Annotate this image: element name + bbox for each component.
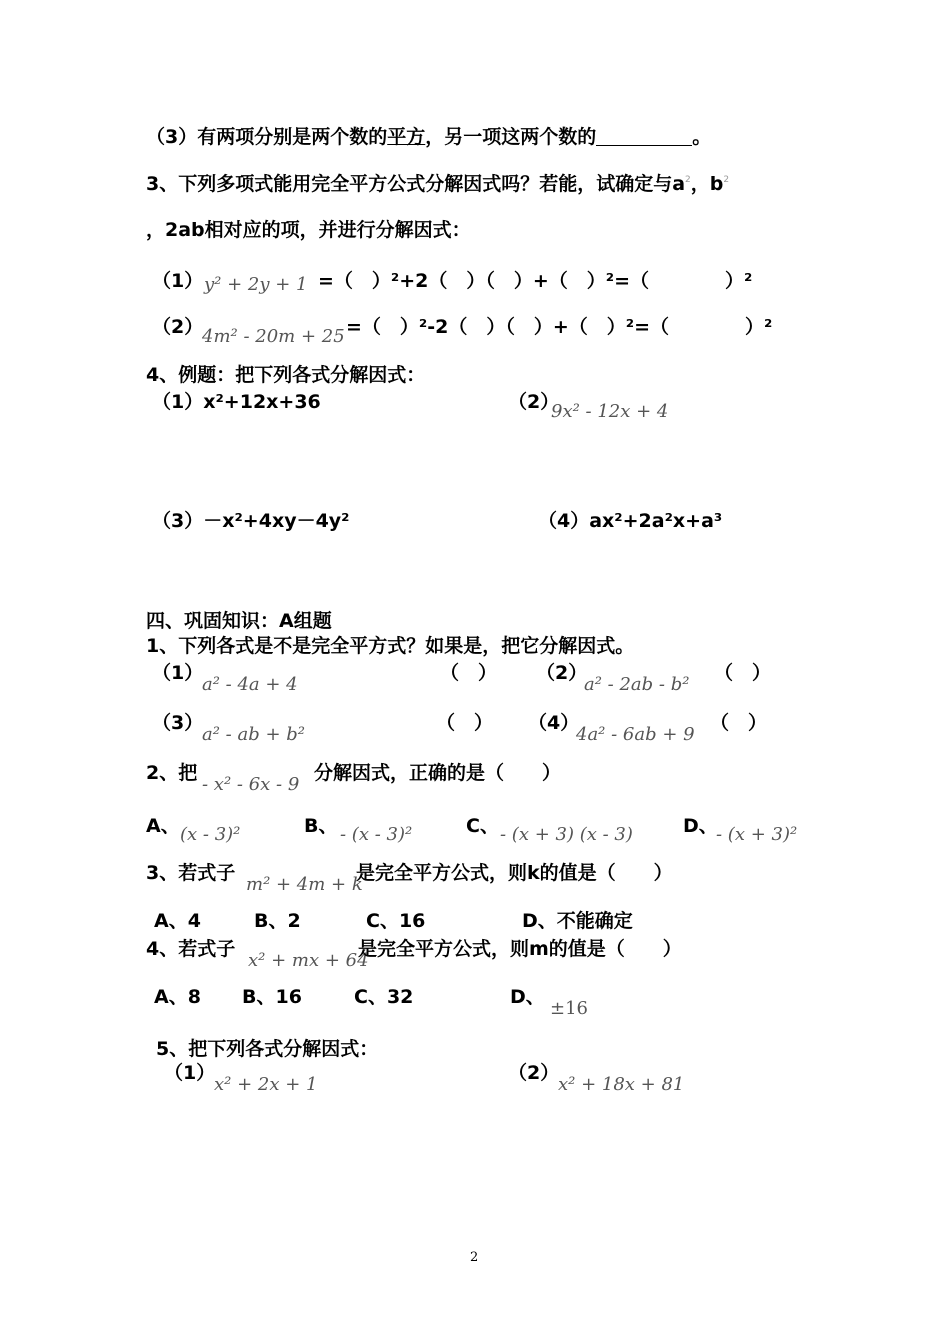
s4-q1-item3-expr: a² - ab + b² (202, 724, 305, 745)
s4-q2-opt-d-label[interactable]: D、 (683, 815, 718, 837)
s4-q4-opt-d-expr: ±16 (550, 998, 588, 1019)
q2-3-rest: ，另一项这两个数的 (425, 126, 597, 148)
q4-example-1: （1）x²+12x+36 (152, 391, 321, 413)
s4-q2-opt-c-expr: - (x + 3) (x - 3) (500, 824, 633, 845)
s4-q1-item3-paren[interactable]: （ ） (436, 712, 494, 734)
q4-example-2-expr: 9x² - 12x + 4 (551, 401, 669, 422)
s4-q1-item2-paren[interactable]: （ ） (714, 662, 772, 684)
s4-q4-pre: 4、若式子 (146, 938, 236, 960)
section4-title: 四、巩固知识：A组题 (146, 610, 332, 632)
s4-q3-opt-a[interactable]: A、4 (154, 910, 201, 932)
s4-q4-opt-d[interactable]: D、 (510, 986, 545, 1008)
s4-q1-item3-num: （3） (152, 712, 204, 734)
q4-example-2-num: （2） (508, 391, 560, 413)
s4-q2-opt-a-label[interactable]: A、 (146, 815, 180, 837)
s4-q3-post: 是完全平方公式，则k的值是（ ） (356, 862, 673, 884)
s4-q3-opt-d[interactable]: D、不能确定 (522, 910, 633, 932)
q2-3-line (146, 127, 711, 147)
s4-q2-post: 分解因式，正确的是（ ） (314, 762, 562, 784)
s4-q5-item2-num: （2） (508, 1062, 560, 1084)
q3-item2-expr: 4m² - 20m + 25 (202, 326, 345, 347)
s4-q2-opt-b-label[interactable]: B、 (304, 815, 338, 837)
q3-item2-fill: =（ ）²-2（ ）（ ）+（ ）²=（ ）² (346, 316, 773, 338)
q2-3-underlined: 平方 (387, 126, 426, 148)
s4-q1-item1-expr: a² - 4a + 4 (202, 674, 298, 695)
q3-b: ，b (690, 173, 724, 195)
s4-q5-title: 5、把下列各式分解因式： (156, 1038, 379, 1060)
s4-q1-item4-expr: 4a² - 6ab + 9 (576, 724, 695, 745)
s4-q1-item2-expr: a² - 2ab - b² (584, 674, 690, 695)
s4-q4-expr: x² + mx + 64 (248, 950, 369, 971)
s4-q1-item1-paren[interactable]: （ ） (440, 662, 498, 684)
s4-q1-item1-num: （1） (152, 662, 204, 684)
s4-q4-opt-b[interactable]: B、16 (242, 986, 302, 1008)
q2-3-label: （3）有两项分别是两个数的 (146, 126, 388, 148)
s4-q2-opt-d-expr: - (x + 3)² (716, 824, 798, 845)
s4-q4-opt-c[interactable]: C、32 (354, 986, 414, 1008)
q3-intro-line1: 3、下列多项式能用完全平方公式分解因式吗？若能，试确定与$a^2$，$b^2$ (146, 173, 730, 195)
q3-intro1: 3、下列多项式能用完全平方公式分解因式吗？若能，试确定与a (146, 173, 686, 195)
page-number: 2 (470, 1250, 479, 1265)
q3-intro-line2: ，2ab相对应的项，并进行分解因式： (146, 219, 471, 241)
s4-q3-opt-c[interactable]: C、16 (366, 910, 426, 932)
s4-q4-opt-a[interactable]: A、8 (154, 986, 201, 1008)
s4-q2-pre: 2、把 (146, 762, 198, 784)
q4-example-4: （4）ax²+2a²x+a³ (538, 510, 723, 532)
s4-q5-item2-expr: x² + 18x + 81 (558, 1074, 685, 1095)
answer-blank[interactable] (596, 127, 692, 146)
q3-item1-fill: =（ ）²+2（ ）（ ）+（ ）²=（ ）² (318, 270, 753, 292)
s4-q1-item4-paren[interactable]: （ ） (710, 712, 768, 734)
q3-item1-num: （1） (152, 270, 204, 292)
s4-q5-item1-num: （1） (164, 1062, 216, 1084)
s4-q2-expr: - x² - 6x - 9 (202, 774, 300, 795)
s4-q1-item4-num: （4） (528, 712, 580, 734)
q3-item2-num: （2） (152, 316, 204, 338)
s4-q2-opt-b-expr: - (x - 3)² (340, 824, 413, 845)
s4-q4-post: 是完全平方公式，则m的值是（ ） (358, 938, 682, 960)
s4-q1-item2-num: （2） (536, 662, 588, 684)
s4-q5-item1-expr: x² + 2x + 1 (214, 1074, 318, 1095)
q2-3-end: 。 (692, 126, 712, 148)
q4-example-3: （3）－x²+4xy－4y² (152, 510, 350, 532)
section4-q1-title: 1、下列各式是不是完全平方式？如果是，把它分解因式。 (146, 635, 635, 657)
q3-item1-expr: y² + 2y + 1 (204, 274, 308, 295)
s4-q2-opt-a-expr: (x - 3)² (180, 824, 241, 845)
s4-q3-pre: 3、若式子 (146, 862, 236, 884)
q4-title: 4、例题：把下列各式分解因式： (146, 364, 426, 386)
s4-q3-expr: m² + 4m + k (246, 874, 363, 895)
s4-q3-opt-b[interactable]: B、2 (254, 910, 301, 932)
s4-q2-opt-c-label[interactable]: C、 (466, 815, 499, 837)
